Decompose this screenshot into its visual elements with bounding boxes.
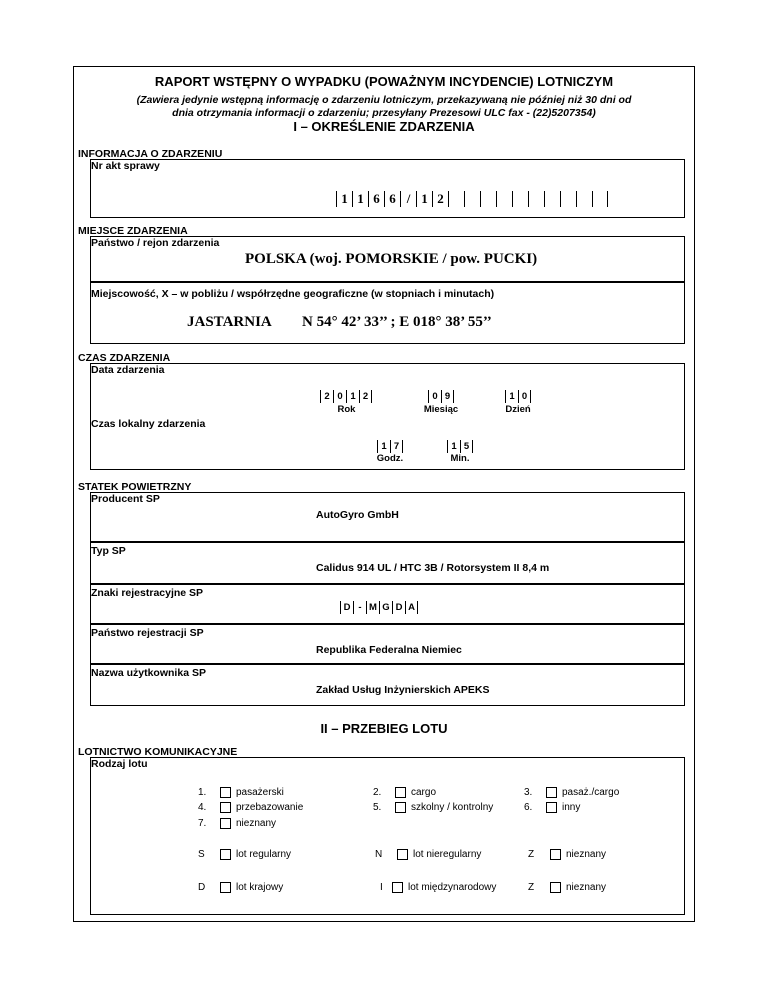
- day-digit: 1: [505, 390, 518, 403]
- flight-option-training[interactable]: [373, 802, 493, 813]
- locality-label: Miejscowość, X – w pobliżu / współrzędne geograficzne (w stopniach i minutach): [91, 288, 495, 300]
- case-cell: 1: [336, 191, 352, 207]
- day-caption: Dzień: [505, 404, 531, 415]
- option-label: inny: [562, 802, 581, 813]
- manufacturer-label: Producent SP: [91, 493, 160, 505]
- case-cell: 1: [352, 191, 368, 207]
- hour-digit: 7: [390, 440, 403, 453]
- registration-label: Znaki rejestracyjne SP: [91, 587, 204, 599]
- option-label: pasaż./cargo: [562, 787, 620, 798]
- option-label: nieznany: [566, 882, 607, 893]
- registration-char: M: [366, 601, 379, 614]
- option-label: lot krajowy: [236, 882, 284, 893]
- case-cell: [544, 191, 560, 207]
- year-digit: 1: [346, 390, 359, 403]
- registration-cells: [340, 601, 418, 614]
- registration-char: -: [353, 601, 366, 614]
- registry-state-label: Państwo rejestracji SP: [91, 627, 204, 639]
- coordinates-value: N 54° 42’ 33’’ ; E 018° 38’ 55’’: [302, 314, 492, 330]
- month-digit: 0: [428, 390, 441, 403]
- hour-caption: Godz.: [376, 453, 404, 464]
- case-cell: [480, 191, 496, 207]
- case-cell: [576, 191, 592, 207]
- option-label: nieznany: [566, 849, 607, 860]
- report-subtitle-line1: (Zawiera jedynie wstępną informację o zdarzeniu lotniczym, przekazywaną nie później niż 30 dni od: [136, 94, 632, 106]
- type-label: Typ SP: [91, 545, 126, 557]
- scope-option-international[interactable]: [380, 882, 496, 893]
- report-subtitle-line2: dnia otrzymania informacji o zdarzeniu; przesyłany Prezesowi ULC fax - (22)5207354): [172, 107, 596, 119]
- year-caption: Rok: [337, 404, 356, 415]
- checkbox[interactable]: [220, 818, 231, 829]
- checkbox[interactable]: [395, 787, 406, 798]
- hour-digit: 1: [377, 440, 390, 453]
- year-cells: [320, 390, 372, 403]
- flight-option-cargo[interactable]: [373, 787, 436, 798]
- option-number: 7.: [198, 818, 207, 829]
- checkbox[interactable]: [546, 802, 557, 813]
- case-cell: [512, 191, 528, 207]
- operator-value: Zakład Usług Inżynierskich APEKS: [316, 684, 490, 696]
- checkbox[interactable]: [395, 802, 406, 813]
- flight-option-pax-cargo[interactable]: [524, 787, 619, 798]
- flight-type-label: Rodzaj lotu: [91, 758, 148, 770]
- month-cells: [428, 390, 454, 403]
- manufacturer-value: AutoGyro GmbH: [316, 509, 399, 521]
- case-cell: /: [400, 191, 416, 207]
- flight-option-unknown[interactable]: [198, 818, 276, 829]
- case-number-box: [90, 159, 685, 218]
- flight-option-passenger[interactable]: [198, 787, 284, 798]
- scope-option-domestic[interactable]: [198, 882, 283, 893]
- option-label: lot międzynarodowy: [408, 882, 497, 893]
- info-section-label: INFORMACJA O ZDARZENIU: [78, 148, 223, 160]
- minute-cells: [447, 440, 473, 453]
- option-number: N: [375, 849, 383, 860]
- option-label: lot regularny: [236, 849, 292, 860]
- case-cell: [528, 191, 544, 207]
- country-label: Państwo / rejon zdarzenia: [91, 237, 220, 249]
- time-section-label: CZAS ZDARZENIA: [78, 352, 171, 364]
- type-value: Calidus 914 UL / HTC 3B / Rotorsystem II 8,4 m: [316, 562, 550, 574]
- option-number: 5.: [373, 802, 382, 813]
- locality-value: JASTARNIA: [187, 314, 272, 330]
- registration-char: D: [340, 601, 353, 614]
- option-label: nieznany: [236, 818, 277, 829]
- case-cell: 6: [384, 191, 400, 207]
- case-cell: 1: [416, 191, 432, 207]
- registry-state-value: Republika Federalna Niemiec: [316, 644, 462, 656]
- schedule-option-unknown[interactable]: [528, 849, 606, 860]
- option-number: 3.: [524, 787, 533, 798]
- month-digit: 9: [441, 390, 454, 403]
- registration-char: D: [392, 601, 405, 614]
- checkbox[interactable]: [550, 849, 561, 860]
- case-cell: [464, 191, 480, 207]
- option-label: przebazowanie: [236, 802, 304, 813]
- local-time-label: Czas lokalny zdarzenia: [91, 418, 206, 430]
- case-cell: [592, 191, 608, 207]
- option-number: 1.: [198, 787, 207, 798]
- scope-option-unknown[interactable]: [528, 882, 606, 893]
- schedule-option-regular[interactable]: [198, 849, 291, 860]
- checkbox[interactable]: [546, 787, 557, 798]
- flight-option-ferry[interactable]: [198, 802, 303, 813]
- date-label: Data zdarzenia: [91, 364, 165, 376]
- month-caption: Miesiąc: [423, 404, 459, 415]
- option-number: S: [198, 849, 205, 860]
- checkbox[interactable]: [220, 787, 231, 798]
- day-cells: [505, 390, 531, 403]
- hour-cells: [377, 440, 403, 453]
- option-label: szkolny / kontrolny: [411, 802, 494, 813]
- option-number: Z: [528, 882, 535, 893]
- option-number: 6.: [524, 802, 533, 813]
- registration-char: G: [379, 601, 392, 614]
- option-label: pasażerski: [236, 787, 284, 798]
- option-number: I: [380, 882, 383, 893]
- case-number-cells: [336, 191, 608, 207]
- checkbox[interactable]: [397, 849, 408, 860]
- checkbox[interactable]: [220, 882, 231, 893]
- flight-option-other[interactable]: [524, 802, 580, 813]
- minute-digit: 5: [460, 440, 473, 453]
- case-cell: 2: [432, 191, 448, 207]
- minute-digit: 1: [447, 440, 460, 453]
- operator-label: Nazwa użytkownika SP: [91, 667, 206, 679]
- section-2-heading: II – PRZEBIEG LOTU: [320, 721, 448, 736]
- checkbox[interactable]: [550, 882, 561, 893]
- option-number: 4.: [198, 802, 207, 813]
- checkbox[interactable]: [392, 882, 403, 893]
- commercial-section-label: LOTNICTWO KOMUNIKACYJNE: [78, 746, 238, 758]
- option-number: D: [198, 882, 206, 893]
- year-digit: 2: [320, 390, 333, 403]
- option-label: cargo: [411, 787, 437, 798]
- schedule-option-irregular[interactable]: [375, 849, 481, 860]
- option-number: 2.: [373, 787, 382, 798]
- day-digit: 0: [518, 390, 531, 403]
- year-digit: 2: [359, 390, 372, 403]
- checkbox[interactable]: [220, 849, 231, 860]
- case-cell: 6: [368, 191, 384, 207]
- case-cell: [560, 191, 576, 207]
- year-digit: 0: [333, 390, 346, 403]
- minute-caption: Min.: [450, 453, 470, 464]
- option-label: lot nieregularny: [413, 849, 482, 860]
- aircraft-section-label: STATEK POWIETRZNY: [78, 481, 192, 493]
- registration-char: A: [405, 601, 418, 614]
- locality-box: [90, 282, 685, 344]
- section-1-heading: I – OKREŚLENIE ZDARZENIA: [293, 119, 475, 134]
- option-number: Z: [528, 849, 535, 860]
- case-cell: [448, 191, 464, 207]
- checkbox[interactable]: [220, 802, 231, 813]
- case-cell: [496, 191, 512, 207]
- case-number-label: Nr akt sprawy: [91, 160, 160, 172]
- report-title: RAPORT WSTĘPNY O WYPADKU (POWAŻNYM INCYDENCIE) LOTNICZYM: [154, 74, 614, 89]
- country-value: POLSKA (woj. POMORSKIE / pow. PUCKI): [245, 251, 538, 267]
- place-section-label: MIEJSCE ZDARZENIA: [78, 225, 188, 237]
